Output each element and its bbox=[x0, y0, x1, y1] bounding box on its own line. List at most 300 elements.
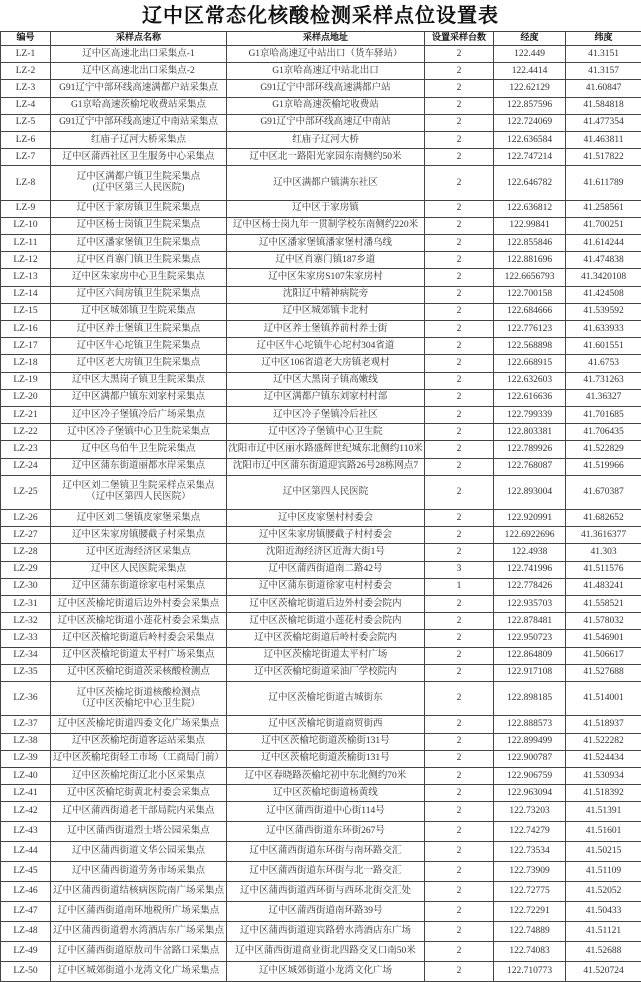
cell-latitude: 41.258561 bbox=[566, 200, 641, 217]
cell-name bbox=[51, 767, 227, 784]
cell-count: 2 bbox=[425, 767, 494, 784]
table-row bbox=[1, 510, 641, 527]
cell-address: 辽中区茨榆坨街道茨榆街131号 bbox=[227, 733, 425, 750]
cell-id: LZ-26 bbox=[1, 510, 51, 527]
cell-address: 辽中区杨士岗九年一贯制学校东南侧约220米 bbox=[227, 217, 425, 234]
cell-address: 辽中区城郊街道小龙湾文化广场 bbox=[227, 962, 425, 982]
table-row bbox=[1, 63, 641, 80]
cell-longitude: 122.878481 bbox=[494, 613, 566, 630]
site-name: G91辽宁中部环线高速满都户站采集点 bbox=[59, 83, 218, 93]
cell-address: 辽中区牛心坨镇牛心坨村304省道 bbox=[227, 338, 425, 355]
cell-address: 辽中区满都户镇东刘家村村部 bbox=[227, 389, 425, 406]
cell-longitude: 122.4938 bbox=[494, 544, 566, 561]
cell-longitude: 122.4414 bbox=[494, 63, 566, 80]
cell-address: G1京哈高速茨榆坨收费站 bbox=[227, 97, 425, 114]
cell-count: 2 bbox=[425, 80, 494, 97]
cell-address: 辽中区蒲西街道东环街与南环路交汇 bbox=[227, 842, 425, 862]
cell-count: 2 bbox=[425, 664, 494, 681]
cell-name bbox=[51, 389, 227, 406]
cell-latitude: 41.51601 bbox=[566, 822, 641, 842]
cell-latitude: 41.51109 bbox=[566, 862, 641, 882]
cell-latitude: 41.52688 bbox=[566, 942, 641, 962]
cell-count: 2 bbox=[425, 321, 494, 338]
cell-count: 2 bbox=[425, 902, 494, 922]
cell-name bbox=[51, 544, 227, 561]
cell-count: 3 bbox=[425, 561, 494, 578]
cell-id: LZ-9 bbox=[1, 200, 51, 217]
cell-address: 辽中区朱家房镇腰截子村村委会 bbox=[227, 527, 425, 544]
cell-address: 辽中区蒲西街道南环路39号 bbox=[227, 902, 425, 922]
cell-count: 2 bbox=[425, 822, 494, 842]
cell-id: LZ-38 bbox=[1, 733, 51, 750]
site-name: 辽中区冷子堡镇中心卫生院采集点 bbox=[67, 427, 210, 437]
cell-id: LZ-11 bbox=[1, 235, 51, 252]
cell-name bbox=[51, 902, 227, 922]
cell-address: 红庙子辽河大桥 bbox=[227, 131, 425, 148]
site-name: 辽中区于家房镇卫生院采集点 bbox=[77, 203, 201, 213]
cell-count: 2 bbox=[425, 131, 494, 148]
cell-latitude: 41.706435 bbox=[566, 424, 641, 441]
cell-longitude: 122.710773 bbox=[494, 962, 566, 982]
cell-latitude: 41.3616377 bbox=[566, 527, 641, 544]
cell-longitude: 122.74889 bbox=[494, 922, 566, 942]
table-row bbox=[1, 842, 641, 862]
site-name: G1京哈高速茨榆坨收费站采集点 bbox=[71, 100, 206, 110]
cell-id: LZ-21 bbox=[1, 406, 51, 423]
site-name: 辽中区杨士岗镇卫生院采集点 bbox=[77, 220, 201, 230]
cell-latitude: 41.517822 bbox=[566, 149, 641, 166]
cell-longitude: 122.747214 bbox=[494, 149, 566, 166]
cell-address: 辽中区潘家堡镇潘家堡村潘乌线 bbox=[227, 235, 425, 252]
site-name: 辽中区朱家房镇腰截子村采集点 bbox=[72, 530, 205, 540]
cell-name bbox=[51, 561, 227, 578]
table-row bbox=[1, 131, 641, 148]
site-name: 辽中区高速北出口采集点-1 bbox=[82, 49, 194, 59]
cell-address: 辽中区蒲西街道南二路42号 bbox=[227, 561, 425, 578]
cell-name bbox=[51, 527, 227, 544]
table-row bbox=[1, 217, 641, 234]
table-row bbox=[1, 355, 641, 372]
cell-id: LZ-20 bbox=[1, 389, 51, 406]
cell-address: 辽中区春晓路茨榆坨初中东北侧约70米 bbox=[227, 767, 425, 784]
table-row bbox=[1, 149, 641, 166]
cell-count: 2 bbox=[425, 114, 494, 131]
table-row bbox=[1, 716, 641, 733]
site-name: 辽中区高速北出口采集点-2 bbox=[82, 66, 194, 76]
cell-id: LZ-43 bbox=[1, 822, 51, 842]
cell-count: 2 bbox=[425, 613, 494, 630]
cell-name bbox=[51, 681, 227, 715]
cell-address: 辽中区茨榆坨街道后边外村委会院内 bbox=[227, 596, 425, 613]
cell-name bbox=[51, 922, 227, 942]
table-row bbox=[1, 613, 641, 630]
cell-latitude: 41.611789 bbox=[566, 166, 641, 200]
table-row bbox=[1, 802, 641, 822]
cell-latitude: 41.633933 bbox=[566, 321, 641, 338]
header-address: 采样点地址 bbox=[227, 32, 425, 46]
cell-count: 2 bbox=[425, 842, 494, 862]
cell-name bbox=[51, 785, 227, 802]
table-row bbox=[1, 200, 641, 217]
cell-name bbox=[51, 458, 227, 475]
header-latitude: 纬度 bbox=[566, 32, 641, 46]
cell-count: 2 bbox=[425, 527, 494, 544]
cell-longitude: 122.700158 bbox=[494, 286, 566, 303]
cell-latitude: 41.483241 bbox=[566, 578, 641, 595]
cell-longitude: 122.741996 bbox=[494, 561, 566, 578]
cell-longitude: 122.74279 bbox=[494, 822, 566, 842]
cell-count: 2 bbox=[425, 681, 494, 715]
cell-longitude: 122.920991 bbox=[494, 510, 566, 527]
cell-address: 辽中区茨榆坨街道后岭村委会院内 bbox=[227, 630, 425, 647]
cell-longitude: 122.778426 bbox=[494, 578, 566, 595]
cell-address: 沈阳辽中精神病院旁 bbox=[227, 286, 425, 303]
cell-name bbox=[51, 46, 227, 63]
cell-id: LZ-5 bbox=[1, 114, 51, 131]
cell-id: LZ-22 bbox=[1, 424, 51, 441]
site-name: 辽中区茨榆坨街道核酸检测点 bbox=[77, 688, 201, 698]
table-row bbox=[1, 286, 641, 303]
cell-latitude: 41.731263 bbox=[566, 372, 641, 389]
cell-longitude: 122.684666 bbox=[494, 303, 566, 320]
cell-name bbox=[51, 822, 227, 842]
cell-count: 2 bbox=[425, 441, 494, 458]
cell-name bbox=[51, 303, 227, 320]
cell-longitude: 122.963094 bbox=[494, 785, 566, 802]
cell-id: LZ-39 bbox=[1, 750, 51, 767]
cell-id: LZ-8 bbox=[1, 166, 51, 200]
cell-id: LZ-37 bbox=[1, 716, 51, 733]
cell-address: 辽中区冷子堡镇中心卫生院 bbox=[227, 424, 425, 441]
cell-address: 辽中区北一路阳光家园东南侧约50米 bbox=[227, 149, 425, 166]
site-name: 辽中区茨榆坨街黄北村委会采集点 bbox=[67, 788, 210, 798]
cell-count: 2 bbox=[425, 862, 494, 882]
cell-latitude: 41.518937 bbox=[566, 716, 641, 733]
cell-address: 辽中区朱家房S107朱家房村 bbox=[227, 269, 425, 286]
cell-count: 2 bbox=[425, 149, 494, 166]
table-row bbox=[1, 321, 641, 338]
cell-longitude: 122.906759 bbox=[494, 767, 566, 784]
cell-address: G91辽宁中部环线高速辽中南站 bbox=[227, 114, 425, 131]
cell-latitude: 41.527688 bbox=[566, 664, 641, 681]
cell-address: 辽中区皮家堡村村委会 bbox=[227, 510, 425, 527]
cell-id: LZ-36 bbox=[1, 681, 51, 715]
cell-longitude: 122.62129 bbox=[494, 80, 566, 97]
site-name: 辽中区蒲东街道丽都水岸采集点 bbox=[72, 461, 205, 471]
cell-name bbox=[51, 355, 227, 372]
cell-id: LZ-41 bbox=[1, 785, 51, 802]
cell-longitude: 122.74083 bbox=[494, 942, 566, 962]
cell-id: LZ-6 bbox=[1, 131, 51, 148]
table-row bbox=[1, 681, 641, 715]
cell-address: 辽中区106省道老大房镇老观村 bbox=[227, 355, 425, 372]
cell-id: LZ-35 bbox=[1, 664, 51, 681]
cell-id: LZ-46 bbox=[1, 882, 51, 902]
cell-name bbox=[51, 114, 227, 131]
cell-name bbox=[51, 200, 227, 217]
cell-name bbox=[51, 131, 227, 148]
table-row bbox=[1, 166, 641, 200]
cell-id: LZ-27 bbox=[1, 527, 51, 544]
cell-longitude: 122.6656793 bbox=[494, 269, 566, 286]
table-row bbox=[1, 942, 641, 962]
cell-count: 1 bbox=[425, 578, 494, 595]
cell-name bbox=[51, 750, 227, 767]
cell-latitude: 41.518392 bbox=[566, 785, 641, 802]
cell-latitude: 41.6753 bbox=[566, 355, 641, 372]
cell-longitude: 122.881696 bbox=[494, 252, 566, 269]
cell-count: 2 bbox=[425, 475, 494, 509]
cell-longitude: 122.893004 bbox=[494, 475, 566, 509]
cell-name bbox=[51, 441, 227, 458]
table-row bbox=[1, 862, 641, 882]
cell-latitude: 41.539592 bbox=[566, 303, 641, 320]
site-name: 辽中区蒲西街道碧水湾酒店东广场采集点 bbox=[53, 926, 224, 936]
site-name-note: (辽中区第三人民医院) bbox=[52, 183, 225, 194]
cell-id: LZ-33 bbox=[1, 630, 51, 647]
cell-longitude: 122.449 bbox=[494, 46, 566, 63]
cell-name bbox=[51, 424, 227, 441]
cell-latitude: 41.463811 bbox=[566, 131, 641, 148]
cell-name bbox=[51, 613, 227, 630]
cell-name bbox=[51, 372, 227, 389]
cell-longitude: 122.73534 bbox=[494, 842, 566, 862]
site-name: 辽中区蒲东街道徐家屯村采集点 bbox=[72, 581, 205, 591]
cell-id: LZ-16 bbox=[1, 321, 51, 338]
cell-count: 2 bbox=[425, 802, 494, 822]
table-row bbox=[1, 902, 641, 922]
site-name: 辽中区刘二堡镇皮家堡采集点 bbox=[77, 513, 201, 523]
cell-address: 辽中区养士堡镇养前村养士街 bbox=[227, 321, 425, 338]
cell-longitude: 122.768087 bbox=[494, 458, 566, 475]
table-row bbox=[1, 46, 641, 63]
table-row bbox=[1, 389, 641, 406]
cell-address: 辽中区蒲西街道商业街北四路交叉口南50米 bbox=[227, 942, 425, 962]
cell-address: 辽中区茨榆坨街道商贸街西 bbox=[227, 716, 425, 733]
site-name: 辽中区朱家房中心卫生院采集点 bbox=[72, 272, 205, 282]
cell-name bbox=[51, 510, 227, 527]
cell-count: 2 bbox=[425, 269, 494, 286]
cell-latitude: 41.511576 bbox=[566, 561, 641, 578]
cell-count: 2 bbox=[425, 750, 494, 767]
cell-address: 辽中区于家房镇 bbox=[227, 200, 425, 217]
cell-count: 2 bbox=[425, 596, 494, 613]
cell-address: 辽中区茨榆坨街道杨黄线 bbox=[227, 785, 425, 802]
cell-id: LZ-10 bbox=[1, 217, 51, 234]
cell-address: 辽中区蒲西街道东环街与北一路交汇 bbox=[227, 862, 425, 882]
site-name: 辽中区茨榆坨街道四委文化广场采集点 bbox=[58, 719, 220, 729]
header-count: 设置采样台数 bbox=[425, 32, 494, 46]
cell-count: 2 bbox=[425, 882, 494, 902]
site-name: 辽中区蒲西街道原敖司牛岔路口采集点 bbox=[58, 946, 220, 956]
cell-name bbox=[51, 630, 227, 647]
cell-id: LZ-31 bbox=[1, 596, 51, 613]
cell-latitude: 41.519966 bbox=[566, 458, 641, 475]
cell-count: 2 bbox=[425, 962, 494, 982]
cell-address: 辽中区城郊镇卡北村 bbox=[227, 303, 425, 320]
cell-id: LZ-28 bbox=[1, 544, 51, 561]
cell-longitude: 122.6922696 bbox=[494, 527, 566, 544]
cell-latitude: 41.474838 bbox=[566, 252, 641, 269]
cell-id: LZ-29 bbox=[1, 561, 51, 578]
cell-longitude: 122.636812 bbox=[494, 200, 566, 217]
cell-address: 辽中区茨榆坨街道古城街东 bbox=[227, 681, 425, 715]
cell-id: LZ-40 bbox=[1, 767, 51, 784]
cell-longitude: 122.776123 bbox=[494, 321, 566, 338]
cell-latitude: 41.524434 bbox=[566, 750, 641, 767]
table-row bbox=[1, 922, 641, 942]
cell-id: LZ-25 bbox=[1, 475, 51, 509]
cell-count: 2 bbox=[425, 406, 494, 423]
cell-longitude: 122.99841 bbox=[494, 217, 566, 234]
cell-latitude: 41.614244 bbox=[566, 235, 641, 252]
cell-longitude: 122.799339 bbox=[494, 406, 566, 423]
site-name: 辽中区城郊街道小龙湾文化广场采集点 bbox=[58, 966, 220, 976]
cell-count: 2 bbox=[425, 166, 494, 200]
cell-address: 辽中区茨榆坨街道采油厂学校院内 bbox=[227, 664, 425, 681]
table-row bbox=[1, 630, 641, 647]
cell-name bbox=[51, 321, 227, 338]
cell-id: LZ-24 bbox=[1, 458, 51, 475]
cell-longitude: 122.668915 bbox=[494, 355, 566, 372]
cell-name bbox=[51, 217, 227, 234]
cell-count: 2 bbox=[425, 235, 494, 252]
cell-id: LZ-42 bbox=[1, 802, 51, 822]
cell-count: 2 bbox=[425, 63, 494, 80]
cell-address: 辽中区蒲西街道东环街267号 bbox=[227, 822, 425, 842]
cell-name bbox=[51, 942, 227, 962]
cell-latitude: 41.546901 bbox=[566, 630, 641, 647]
cell-address: 辽中区茨榆坨街道小莲花村委会院内 bbox=[227, 613, 425, 630]
cell-id: LZ-3 bbox=[1, 80, 51, 97]
cell-address: 辽中区冷子堡镇冷后社区 bbox=[227, 406, 425, 423]
cell-longitude: 122.900787 bbox=[494, 750, 566, 767]
site-name: 辽中区城郊镇卫生院采集点 bbox=[81, 306, 195, 316]
cell-count: 2 bbox=[425, 458, 494, 475]
table-row bbox=[1, 822, 641, 842]
site-name: 辽中区牛心坨镇卫生院采集点 bbox=[77, 341, 201, 351]
site-name-note: （辽中区第四人民医院） bbox=[52, 492, 225, 503]
cell-id: LZ-1 bbox=[1, 46, 51, 63]
cell-latitude: 41.506617 bbox=[566, 647, 641, 664]
cell-id: LZ-18 bbox=[1, 355, 51, 372]
cell-latitude: 41.701685 bbox=[566, 406, 641, 423]
table-row bbox=[1, 114, 641, 131]
cell-name bbox=[51, 269, 227, 286]
table-row bbox=[1, 544, 641, 561]
cell-name bbox=[51, 733, 227, 750]
cell-latitude: 41.578032 bbox=[566, 613, 641, 630]
table-row bbox=[1, 767, 641, 784]
table-row bbox=[1, 458, 641, 475]
header-name: 采样点名称 bbox=[51, 32, 227, 46]
cell-longitude: 122.803381 bbox=[494, 424, 566, 441]
cell-longitude: 122.73203 bbox=[494, 802, 566, 822]
cell-address: 辽中区肖寨门镇187乡道 bbox=[227, 252, 425, 269]
table-row bbox=[1, 97, 641, 114]
table-row bbox=[1, 252, 641, 269]
table-row bbox=[1, 785, 641, 802]
table-row bbox=[1, 561, 641, 578]
cell-id: LZ-48 bbox=[1, 922, 51, 942]
cell-address: 辽中区蒲西街道迎宾路碧水湾酒店东广场 bbox=[227, 922, 425, 942]
cell-count: 2 bbox=[425, 424, 494, 441]
cell-latitude: 41.700251 bbox=[566, 217, 641, 234]
cell-name bbox=[51, 475, 227, 509]
cell-longitude: 122.888573 bbox=[494, 716, 566, 733]
cell-name bbox=[51, 235, 227, 252]
cell-count: 2 bbox=[425, 785, 494, 802]
cell-id: LZ-2 bbox=[1, 63, 51, 80]
cell-count: 2 bbox=[425, 303, 494, 320]
cell-id: LZ-7 bbox=[1, 149, 51, 166]
site-name: 辽中区茨榆坨街轻工市场（工商局门前） bbox=[53, 753, 224, 763]
cell-name bbox=[51, 882, 227, 902]
cell-count: 2 bbox=[425, 922, 494, 942]
site-name: 辽中区蒲西街道南环地税所广场采集点 bbox=[58, 906, 220, 916]
cell-count: 2 bbox=[425, 46, 494, 63]
cell-id: LZ-19 bbox=[1, 372, 51, 389]
cell-count: 2 bbox=[425, 252, 494, 269]
cell-name bbox=[51, 252, 227, 269]
cell-id: LZ-12 bbox=[1, 252, 51, 269]
site-name: 辽中区老大房镇卫生院采集点 bbox=[77, 358, 201, 368]
cell-count: 2 bbox=[425, 733, 494, 750]
cell-name bbox=[51, 578, 227, 595]
cell-longitude: 122.950723 bbox=[494, 630, 566, 647]
table-row bbox=[1, 750, 641, 767]
cell-address: 沈阳近海经济区近海大街1号 bbox=[227, 544, 425, 561]
cell-latitude: 41.601551 bbox=[566, 338, 641, 355]
site-name: 辽中区茨榆坨街道小莲花村委会采集点 bbox=[58, 616, 220, 626]
cell-longitude: 122.898185 bbox=[494, 681, 566, 715]
table-row bbox=[1, 962, 641, 982]
cell-longitude: 122.616636 bbox=[494, 389, 566, 406]
site-name: 辽中区近海经济区采集点 bbox=[86, 547, 191, 557]
site-name: 辽中区茨榆坨街道茨采核酸检测点 bbox=[67, 667, 210, 677]
cell-longitude: 122.646782 bbox=[494, 166, 566, 200]
table-row bbox=[1, 647, 641, 664]
cell-id: LZ-32 bbox=[1, 613, 51, 630]
cell-longitude: 122.72775 bbox=[494, 882, 566, 902]
cell-latitude: 41.50433 bbox=[566, 902, 641, 922]
site-name: 辽中区六间房镇卫生院采集点 bbox=[77, 289, 201, 299]
site-name: 辽中区刘二堡镇卫生院采样点采集点 bbox=[62, 481, 214, 491]
cell-count: 2 bbox=[425, 372, 494, 389]
site-name: 辽中区蒲西街道劳务市场采集点 bbox=[72, 866, 205, 876]
cell-id: LZ-23 bbox=[1, 441, 51, 458]
cell-count: 2 bbox=[425, 942, 494, 962]
cell-latitude: 41.520724 bbox=[566, 962, 641, 982]
cell-latitude: 41.303 bbox=[566, 544, 641, 561]
sampling-sites-table bbox=[0, 31, 641, 982]
cell-id: LZ-50 bbox=[1, 962, 51, 982]
cell-latitude: 41.670387 bbox=[566, 475, 641, 509]
cell-address: G1京哈高速辽中站出口（货车驿站） bbox=[227, 46, 425, 63]
site-name: 辽中区茨榆坨街道后岭村委会采集点 bbox=[62, 633, 214, 643]
cell-longitude: 122.636584 bbox=[494, 131, 566, 148]
cell-name bbox=[51, 63, 227, 80]
cell-latitude: 41.522829 bbox=[566, 441, 641, 458]
cell-longitude: 122.935703 bbox=[494, 596, 566, 613]
cell-id: LZ-15 bbox=[1, 303, 51, 320]
cell-longitude: 122.917108 bbox=[494, 664, 566, 681]
table-row bbox=[1, 372, 641, 389]
cell-latitude: 41.50215 bbox=[566, 842, 641, 862]
site-name: 辽中区茨榆坨街道后边外村委会采集点 bbox=[58, 599, 220, 609]
cell-id: LZ-49 bbox=[1, 942, 51, 962]
cell-count: 2 bbox=[425, 97, 494, 114]
